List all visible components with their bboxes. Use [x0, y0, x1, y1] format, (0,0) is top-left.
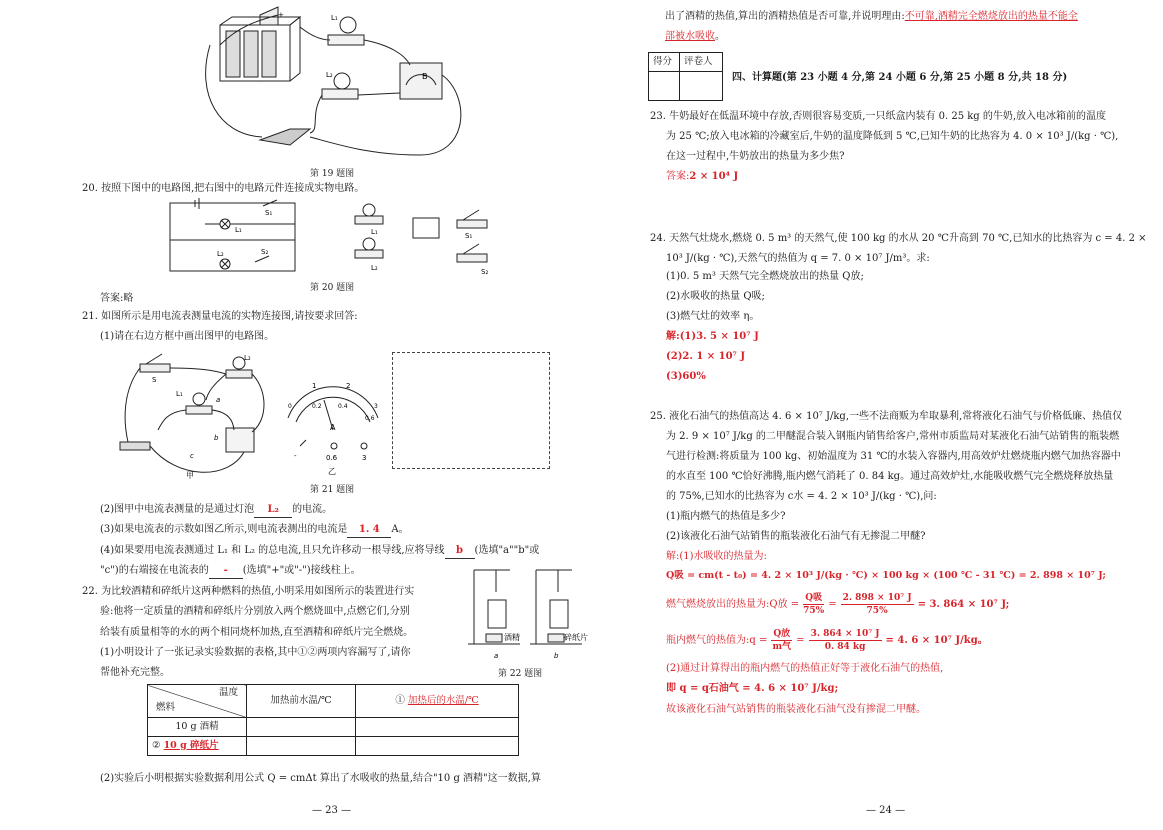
figure-22-caption: 第 22 题图 [498, 669, 543, 679]
svg-text:乙: 乙 [328, 467, 336, 476]
question-25-line6: (1)瓶内燃气的热值是多少? [666, 511, 786, 522]
table-header-temp: 温度 [218, 687, 238, 698]
svg-text:L₁: L₁ [331, 14, 338, 22]
svg-text:L₁: L₁ [371, 228, 378, 236]
question-22-line5: 帮他补充完整。 [100, 667, 170, 678]
svg-text:-: - [294, 452, 297, 460]
svg-text:L₂: L₂ [217, 250, 224, 258]
svg-text:3: 3 [362, 454, 367, 462]
svg-text:S₂: S₂ [481, 268, 489, 276]
svg-text:S₁: S₁ [465, 232, 473, 240]
question-22-line1: 22. 为比较酒精和碎纸片这两种燃料的热值,小明采用如图所示的装置进行实 [82, 586, 415, 597]
question-25-answer-4: 瓶内燃气的热值为:q = Q放 m气 = $\frac{\text{3. 864 × 10⁷ J}}{0. 84 kg}$ = 4. 6 × 10⁷ J/kg。 [666, 629, 988, 653]
question-23-line2: 为 25 ℃;放入电冰箱的冷藏室后,牛奶的温度降低到 5 ℃,已知牛奶的比热容为 4. 0 × 10³ J/(kg · ℃), [666, 131, 1119, 142]
section-4-heading: 四、计算题(第 23 小题 4 分,第 24 小题 6 分,第 25 小题 8 分,共 18 分) [732, 72, 1068, 83]
table-header-after: ① 加热后的水温/℃ [356, 685, 519, 718]
score-box [648, 52, 723, 101]
figure-21-caption: 第 21 题图 [310, 485, 355, 495]
grader-label: 评卷人 [680, 53, 723, 72]
figure-22-apparatus [466, 562, 591, 662]
question-24-line3: (1)0. 5 m³ 天然气完全燃烧放出的热量 Q放; [666, 271, 864, 282]
table-answer-1: 加热后的水温/℃ [407, 694, 479, 706]
question-25-line1: 25. 液化石油气的热值高达 4. 6 × 10⁷ J/kg,一些不法商贩为牟取暴利,常将液化石油气与价格低廉、热值仅 [650, 411, 1123, 422]
table-row-alcohol: 10 g 酒精 [148, 718, 247, 737]
figure-21-jia-circuit [118, 350, 278, 485]
question-22-continued-2: 部被水吸收。 [665, 31, 725, 42]
question-21-part4-cont: "c")的右端接在电流表的 - (选填"+"或"-")接线柱上。 [100, 564, 361, 579]
svg-text:a: a [494, 652, 499, 660]
svg-text:S: S [152, 376, 157, 384]
page-number-23: — 23 — [312, 805, 352, 816]
question-21-part3: (3)如果电流表的示数如图乙所示,则电流表测出的电流是 1. 4 A。 [100, 523, 409, 538]
svg-text:A: A [330, 423, 336, 432]
question-25-answer-2: Q吸 = cm(t - t₀) = 4. 2 × 10³ J/(kg · ℃) × 100 kg × (100 ℃ - 31 ℃) = 2. 898 × 10⁷ J; [666, 570, 1106, 581]
question-24-line1: 24. 天然气灶烧水,燃烧 0. 5 m³ 的天然气,使 100 kg 的水从 20 ℃升高到 70 ℃,已知水的比热容为 c = 4. 2 × [650, 233, 1147, 244]
question-24-answer-3: (3)60% [666, 371, 706, 382]
svg-text:0.2: 0.2 [312, 403, 322, 410]
question-22-line4: (1)小明设计了一张记录实验数据的表格,其中①②两项内容漏写了,请你 [100, 647, 411, 658]
q21-4b-answer: - [209, 564, 243, 579]
svg-text:L₂: L₂ [326, 71, 333, 79]
figure-20-components [345, 198, 505, 278]
question-21: 21. 如图所示是用电流表测量电流的实物连接图,请按要求回答: [82, 311, 358, 322]
table-answer-2: 10 g 碎纸片 [163, 739, 219, 751]
svg-text:0: 0 [288, 403, 292, 410]
q22-answer-reason: 不可靠,酒精完全燃烧放出的热量不能全 [904, 11, 1078, 22]
question-20: 20. 按照下图中的电路图,把右图中的电路元件连接成实物电路。 [82, 183, 365, 194]
question-24-line2: 10³ J/(kg · ℃),天然气的热值为 q = 7. 0 × 10⁷ J/m³。求: [666, 253, 930, 264]
svg-text:a: a [216, 396, 221, 404]
question-25-answer-1: 解:(1)水吸收的热量为: [666, 551, 767, 562]
table-header-diagonal [148, 685, 247, 718]
svg-text:酒精: 酒精 [504, 633, 520, 642]
svg-text:b: b [214, 434, 219, 442]
svg-text:L₂: L₂ [371, 264, 378, 272]
question-25-line2: 为 2. 9 × 10⁷ J/kg 的二甲醚混合装入钢瓶内销售给客户,常州市质监局对某液化石油气站销售的瓶装燃 [666, 431, 1120, 442]
svg-text:L₁: L₁ [176, 390, 183, 398]
svg-text:b: b [554, 652, 559, 660]
question-23-line3: 在这一过程中,牛奶放出的热量为多少焦? [666, 151, 845, 162]
table-header-before: 加热前水温/℃ [247, 685, 356, 718]
svg-text:0.6: 0.6 [326, 454, 338, 462]
q21-drawing-box[interactable] [392, 352, 550, 469]
svg-text:L₂: L₂ [244, 354, 251, 362]
svg-text:0.6: 0.6 [365, 415, 375, 422]
svg-text:B: B [422, 72, 428, 81]
svg-text:3: 3 [374, 403, 378, 410]
question-24-line4: (2)水吸收的热量 Q吸; [666, 291, 765, 302]
figure-19-circuit [200, 5, 480, 170]
question-21-part1: (1)请在右边方框中画出图甲的电路图。 [100, 331, 275, 342]
table-header-fuel: 燃料 [156, 702, 176, 714]
question-21-part2: (2)图甲中电流表测量的是通过灯泡 L₂ 的电流。 [100, 503, 332, 518]
question-25-line7: (2)该液化石油气站销售的瓶装液化石油气有无掺混二甲醚? [666, 531, 926, 542]
svg-text:S₁: S₁ [265, 209, 273, 217]
question-25-answer-3: 燃气燃烧放出的热量为:Q放 = Q吸 75% = $\frac{\text{2. 898 × 10⁷ J}}{75\%}$ = 3. 864 × 10⁷ J; [666, 593, 1010, 617]
question-21-part4: (4)如果要用电流表测通过 L₁ 和 L₂ 的总电流,且只允许移动一根导线,应将导线 b (选填"a""b"或 [100, 544, 539, 559]
question-25-line3: 气进行检测:将质量为 100 kg、初始温度为 31 ℃的水装入容器内,用高效炉灶燃烧瓶内燃气加热容器中 [666, 451, 1121, 462]
question-22-line2: 验:他将一定质量的酒精和碎纸片分别放入两个燃烧皿中,点燃它们,分别 [100, 606, 410, 617]
question-23-answer: 答案:2 × 10⁴ J [666, 171, 739, 182]
svg-text:L₁: L₁ [235, 226, 242, 234]
svg-text:2: 2 [346, 382, 351, 390]
question-25-answer-5: (2)通过计算得出的瓶内燃气的热值正好等于液化石油气的热值, [666, 663, 944, 674]
page-number-24: — 24 — [866, 805, 906, 816]
question-25-line4: 的水直至 100 ℃恰好沸腾,瓶内燃气消耗了 0. 84 kg。通过高效炉灶,水能吸收燃气完全燃烧释放热量 [666, 471, 1114, 482]
svg-text:甲: 甲 [186, 471, 194, 480]
question-22-part2: (2)实验后小明根据实验数据利用公式 Q = cmΔt 算出了水吸收的热量,结合"10 g 酒精"这一数据,算 [100, 773, 541, 784]
svg-text:0.4: 0.4 [338, 403, 348, 410]
table-row-paper: ② 10 g 碎纸片 [148, 737, 247, 756]
question-22-line3: 给装有质量相等的水的两个相同烧杯加热,直至酒精和碎纸片完全燃烧。 [100, 627, 414, 638]
question-24-answer-2: (2)2. 1 × 10⁷ J [666, 351, 746, 362]
question-24-answer-1: 解:(1)3. 5 × 10⁷ J [666, 331, 759, 342]
svg-text:+: + [278, 11, 284, 19]
figure-21-yi-ammeter [280, 378, 385, 483]
q21-4-answer: b [445, 544, 475, 559]
score-label: 得分 [649, 53, 680, 72]
svg-text:S₂: S₂ [261, 248, 269, 256]
q21-3-answer: 1. 4 [347, 523, 391, 538]
figure-19-caption: 第 19 题图 [310, 169, 355, 179]
q21-2-answer: L₂ [254, 503, 292, 518]
svg-text:碎纸片: 碎纸片 [564, 633, 588, 642]
q22-data-table [147, 684, 519, 756]
figure-20-caption: 第 20 题图 [310, 283, 355, 293]
question-22-continued: 出了酒精的热值,算出的酒精热值是否可靠,并说明理由:不可靠,酒精完全燃烧放出的热量不能全 [665, 11, 1078, 22]
question-24-line5: (3)燃气灶的效率 η。 [666, 311, 760, 322]
svg-text:c: c [190, 452, 194, 460]
question-20-answer: 答案:略 [100, 293, 134, 304]
svg-text:1: 1 [312, 382, 317, 390]
question-23-line1: 23. 牛奶最好在低温环境中存放,否则很容易变质,一只纸盒内装有 0. 25 kg 的牛奶,放入电冰箱前的温度 [650, 111, 1107, 122]
question-25-line5: 的 75%,已知水的比热容为 c水 = 4. 2 × 10³ J/(kg · ℃),问: [666, 491, 937, 502]
figure-20-circuit-diagram [165, 198, 310, 278]
question-25-answer-7: 故该液化石油气站销售的瓶装液化石油气没有掺混二甲醚。 [666, 704, 926, 715]
question-25-answer-6: 即 q = q石油气 = 4. 6 × 10⁷ J/kg; [666, 683, 839, 694]
